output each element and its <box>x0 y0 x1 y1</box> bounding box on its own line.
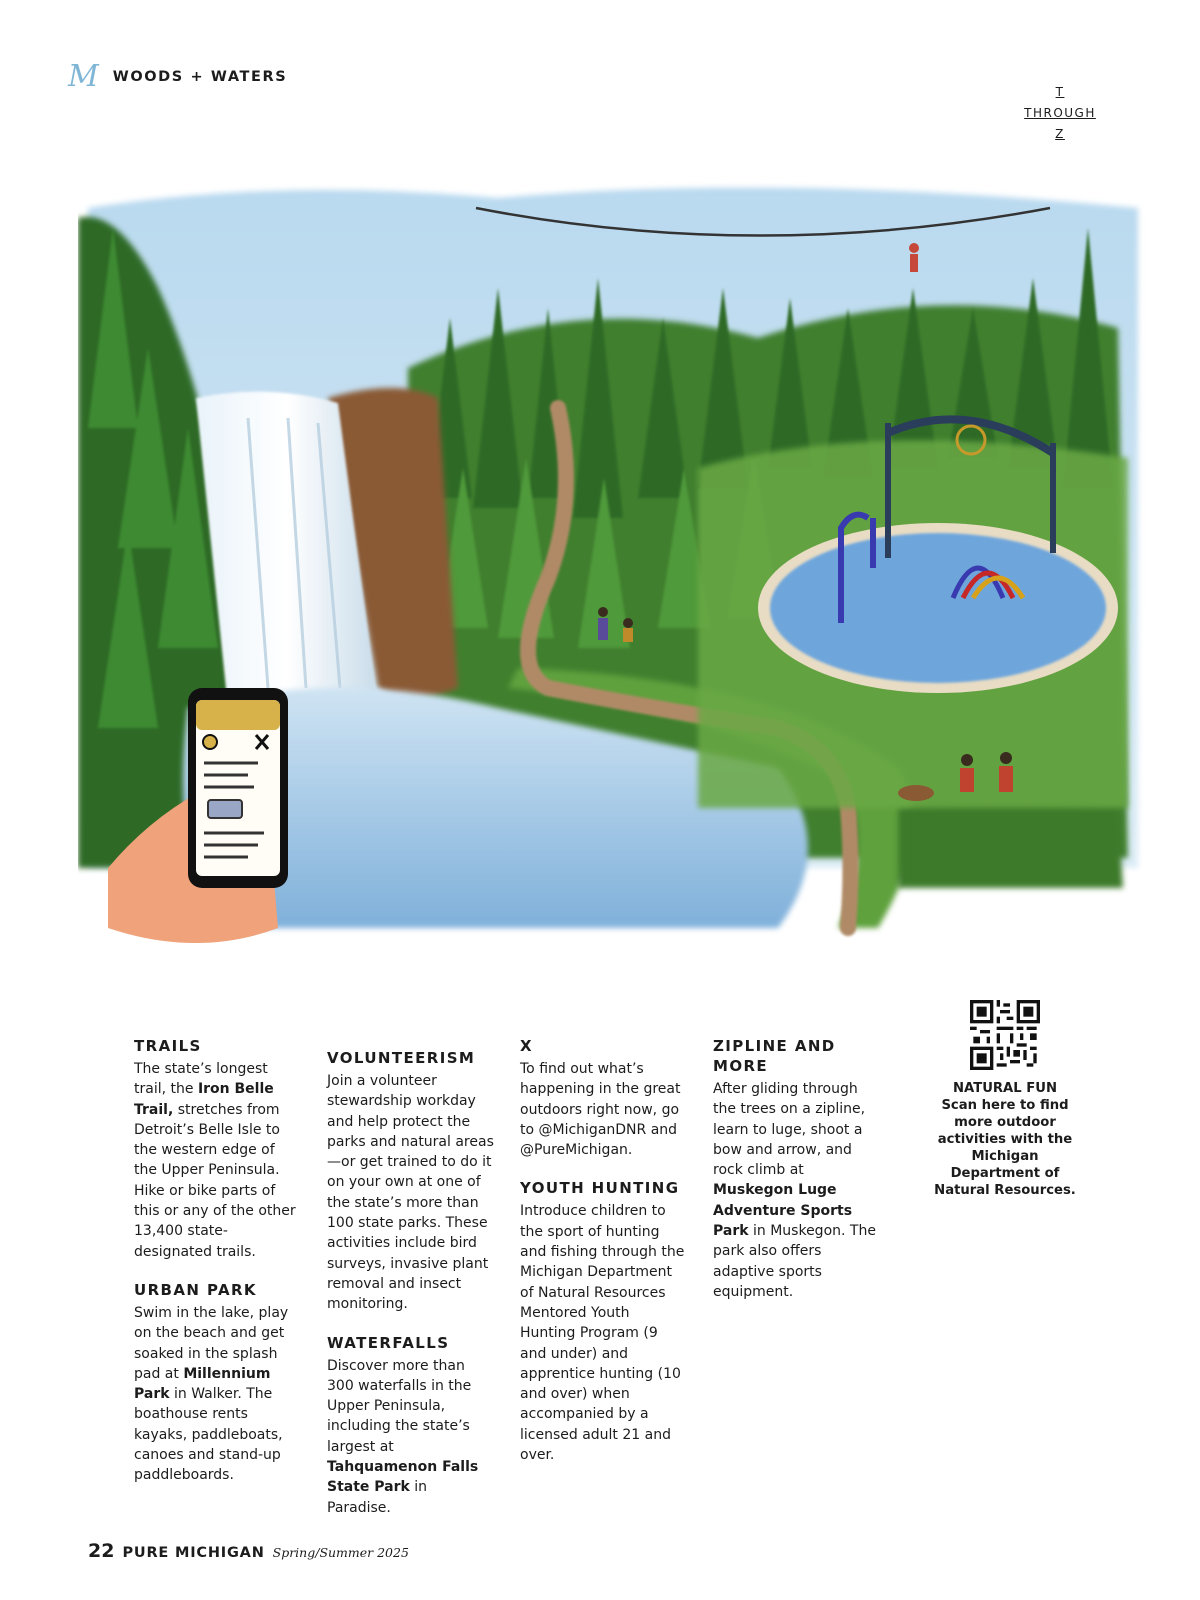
body-text: The state’s longest trail, the <box>134 1061 268 1098</box>
urban-park-heading: URBAN PARK <box>134 1280 257 1299</box>
body-text: Swim in the lake, play on the beach and get soaked in the splash pad at <box>134 1304 289 1382</box>
body-text: Discover more than 300 waterfalls in the Upper Peninsula, including the state’s largest at <box>327 1357 472 1455</box>
section-header <box>68 59 288 94</box>
section-label: WOODS + WATERS <box>112 69 288 85</box>
watercolor-park-illustration <box>78 168 1148 968</box>
zipline-heading: ZIPLINE AND MORE <box>713 1037 836 1075</box>
trails-heading: TRAILS <box>134 1037 202 1055</box>
text-column-3 <box>520 1036 688 1483</box>
body-text: in Muskegon. The park also offers adaptive sports equipment. <box>713 1223 876 1300</box>
bold-place-name: Tahquamenon Falls State Park <box>327 1459 479 1496</box>
body-text: After gliding through the trees on a zipline, learn to luge, shoot a bow and arrow, and rock climb at <box>713 1081 866 1179</box>
youth-hunting-body <box>520 1201 688 1465</box>
waterfalls-body <box>327 1356 495 1518</box>
tz-through: THROUGH <box>1024 106 1096 120</box>
page-footer <box>88 1540 409 1562</box>
body-text: Introduce children to the sport of hunting and fishing through the Michigan Department of Natural Resources Mentored Youth Hunting Program (9 and under) and apprentice hunting (10 and over) when accompanied by a licensed adult 21 and over. <box>520 1203 685 1464</box>
qr-title: NATURAL FUN <box>952 1081 1058 1096</box>
t-through-z-label <box>1016 82 1104 145</box>
page-number: 22 <box>88 1540 115 1562</box>
tz-letter-z: Z <box>1055 127 1065 141</box>
zipline-body <box>713 1079 881 1302</box>
waterfalls-heading: WATERFALLS <box>327 1333 450 1352</box>
qr-code-icon[interactable] <box>970 1000 1040 1070</box>
body-text: To find out what’s happening in the great outdoors right now, go to @MichiganDNR and @PureMichigan. <box>520 1061 681 1159</box>
magazine-name: PURE MICHIGAN <box>122 1545 265 1561</box>
body-text: in Paradise. <box>327 1479 428 1516</box>
michigan-m-icon: M <box>68 59 99 94</box>
issue-date: Spring/Summer 2025 <box>272 1545 409 1560</box>
x-body <box>520 1059 688 1160</box>
text-column-2 <box>327 1036 495 1536</box>
volunteerism-body <box>327 1071 495 1315</box>
qr-promo <box>930 1000 1080 1199</box>
body-text: Join a volunteer stewardship workday and help protect the parks and natural areas—or get trained to do it on your own at one of the state’s more than 100 state parks. These activities include bird surveys, invasive plant removal and insect monitoring. <box>327 1073 494 1313</box>
bold-place-name: Iron Belle Trail, <box>134 1081 274 1118</box>
trails-body <box>134 1059 302 1262</box>
text-column-4 <box>713 1036 881 1320</box>
qr-caption: Scan here to find more outdoor activities with the Michigan Department of Natural Resources. <box>934 1098 1076 1198</box>
text-column-1 <box>134 1036 302 1504</box>
tz-letter-t: T <box>1055 85 1065 99</box>
bold-place-name: Muskegon Luge Adventure Sports Park <box>713 1182 853 1240</box>
youth-hunting-heading: YOUTH HUNTING <box>520 1179 680 1198</box>
body-text: stretches from Detroit’s Belle Isle to the western edge of the Upper Peninsula. Hike or bike parts of this or any of the other 13,400 state-designated trails. <box>134 1101 296 1260</box>
body-text: in Walker. The boathouse rents kayaks, paddleboats, canoes and stand-up paddleboards. <box>134 1386 283 1484</box>
volunteerism-heading: VOLUNTEERISM <box>327 1049 476 1067</box>
bold-place-name: Millennium Park <box>134 1365 271 1403</box>
urban-park-body <box>134 1303 302 1486</box>
x-heading: X <box>520 1037 533 1055</box>
